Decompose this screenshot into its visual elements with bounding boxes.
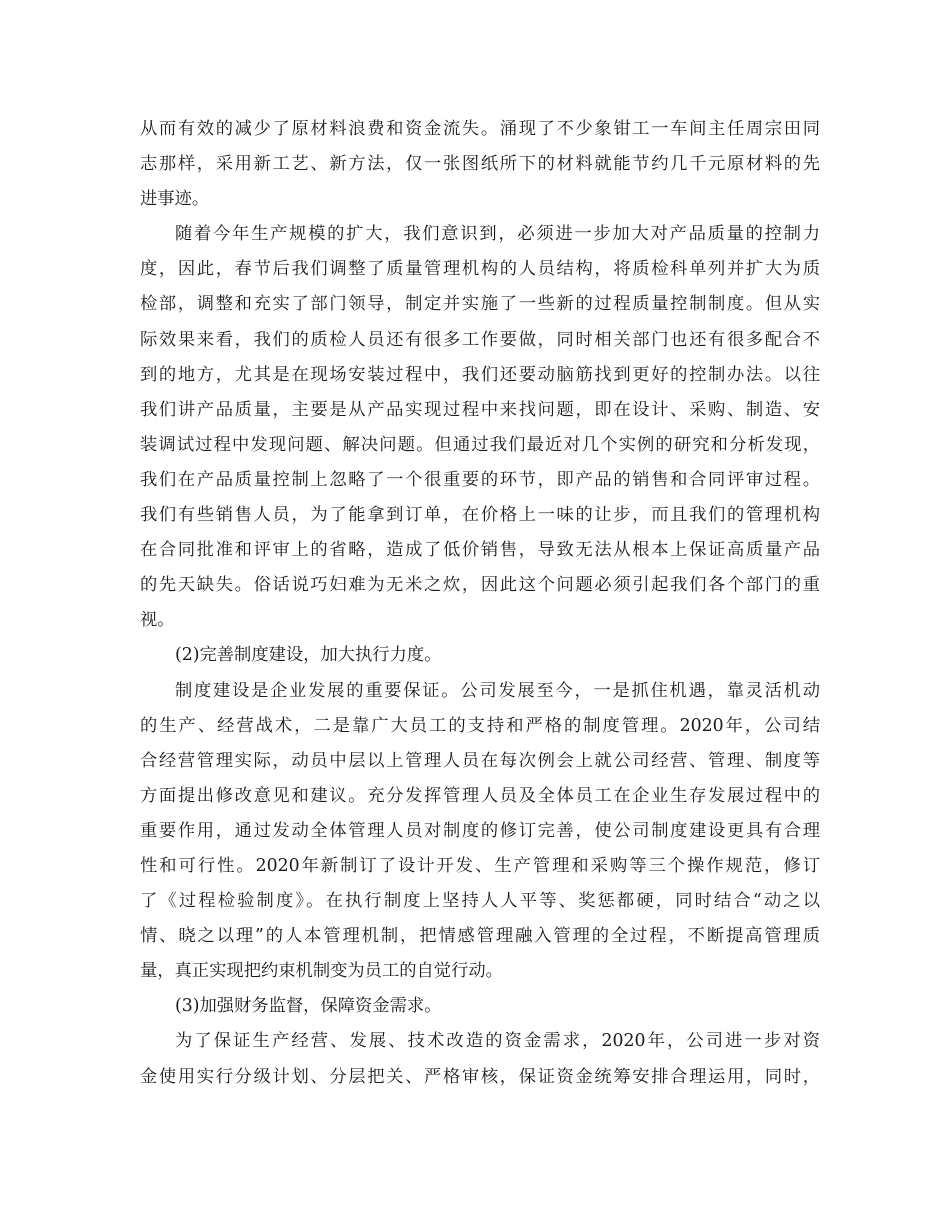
body-text [140,112,820,1095]
text-line: 为了保证生产经营、发展、技术改造的资金需求，2020年，公司进一步对资 [175,1031,820,1052]
text-line: 志那样，采用新工艺、新方法，仅一张图纸所下的材料就能节约几千元原材料的先 [140,154,820,175]
text-line: 在合同批准和评审上的省略，造成了低价销售，导致无法从根本上保证高质量产品 [140,540,820,561]
text-line: 方面提出修改意见和建议。充分发挥管理人员及全体员工在企业生存发展过程中的 [140,785,820,806]
text-line: 制度建设是企业发展的重要保证。公司发展至今，一是抓住机遇，靠灵活机动 [175,680,820,701]
text-line: 进事迹。 [140,189,210,210]
text-line: 金使用实行分级计划、分层把关、严格审核，保证资金统筹安排合理运用，同时， [140,1066,820,1087]
text-line: 检部，调整和充实了部门领导，制定并实施了一些新的过程质量控制制度。但从实 [140,294,820,315]
text-line: 装调试过程中发现问题、解决问题。但通过我们最近对几个实例的研究和分析发现， [140,434,820,455]
text-line: 视。 [140,610,175,631]
text-line: 从而有效的减少了原材料浪费和资金流失。涌现了不少象钳工一车间主任周宗田同 [140,119,820,139]
text-line: (2)完善制度建设，加大执行力度。 [175,645,442,666]
text-line: 情、晓之以理”的人本管理机制，把情感管理融入管理的全过程，不断提高管理质 [140,926,820,947]
text-line: 度，因此，春节后我们调整了质量管理机构的人员结构，将质检科单列并扩大为质 [140,259,820,280]
text-line: 重要作用，通过发动全体管理人员对制度的修订完善，使公司制度建设更具有合理 [140,820,820,841]
text-line: 了《过程检验制度》。在执行制度上坚持人人平等、奖惩都硬，同时结合“动之以 [140,891,820,912]
text-line: 我们在产品质量控制上忽略了一个很重要的环节，即产品的销售和合同评审过程。 [140,469,820,490]
text-line: 际效果来看，我们的质检人员还有很多工作要做，同时相关部门也还有很多配合不 [140,329,820,350]
text-line: 性和可行性。2020年新制订了设计开发、生产管理和采购等三个操作规范，修订 [140,855,820,876]
text-line: 量，真正实现把约束机制变为员工的自觉行动。 [140,961,503,982]
text-line: 随着今年生产规模的扩大，我们意识到，必须进一步加大对产品质量的控制力 [175,224,820,245]
text-line: 的生产、经营战术，二是靠广大员工的支持和严格的制度管理。2020年，公司结 [140,715,820,736]
text-line: 到的地方，尤其是在现场安装过程中，我们还要动脑筋找到更好的控制办法。以往 [140,364,820,385]
text-line: 的先天缺失。俗话说巧妇难为无米之炊，因此这个问题必须引起我们各个部门的重 [140,575,820,596]
text-line: (3)加强财务监督，保障资金需求。 [175,996,442,1017]
text-line: 我们讲产品质量，主要是从产品实现过程中来找问题，即在设计、采购、制造、安 [140,399,820,420]
text-line: 合经营管理实际，动员中层以上管理人员在每次例会上就公司经营、管理、制度等 [140,750,820,771]
text-line: 我们有些销售人员，为了能拿到订单，在价格上一味的让步，而且我们的管理机构 [140,505,820,526]
